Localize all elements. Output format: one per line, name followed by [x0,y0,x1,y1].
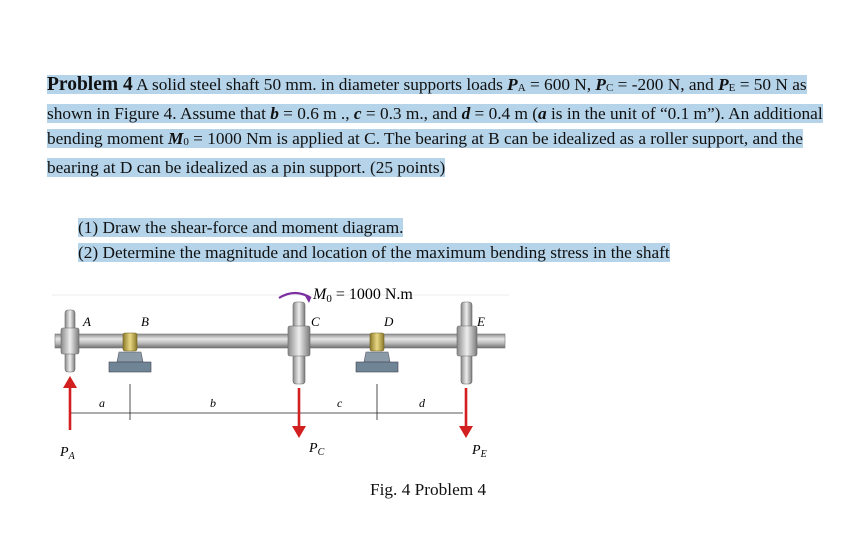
d-symbol: d [461,104,471,123]
dim-c: c [337,396,343,410]
d-eq: = 0.4 m ( [470,104,539,123]
arrowhead-pe [459,426,473,438]
question-item [78,215,798,240]
pe-eq: = 50 N as shown in Figure 4. Assume that [47,75,807,123]
moment-label: M0 = 1000 N.m [313,286,413,305]
label-b: B [141,314,149,329]
figure-caption: Fig. 4 Problem 4 [370,480,487,499]
pulley-c [288,302,310,384]
problem-text-3: is in the unit of “0.1 m”). An additional bending moment [47,104,823,148]
label-e: E [477,314,485,329]
pe-symbol: $P_E$ [718,75,736,94]
c-eq: = 0.3 m., and [361,104,462,123]
problem-text-1: A solid steel shaft 50 mm. in diameter supports loads [132,75,508,94]
pc-eq: = -200 N, [613,75,685,94]
pulley-e [457,302,477,384]
shaft [55,334,505,348]
problem-text-2: and [684,75,719,94]
question-2-text: (2) Determine the magnitude and location of the maximum bending stress in the shaft [78,243,670,262]
label-c: C [311,314,320,329]
pc-symbol: $P_C$ [595,75,614,94]
question-1-text: (1) Draw the shear-force and moment diagram. [78,218,404,237]
dim-b: b [210,396,216,410]
problem-text-4: = 1000 Nm is applied at C. The bearing at B can be idealized as a roller support, and the bearing at D can be idealized as a pin support. (25 points) [47,129,803,177]
shaft-figure [47,280,517,470]
question-item [78,240,798,265]
c-symbol: c [353,104,362,123]
b-eq: = 0.6 m ., [278,104,354,123]
pa-eq: = 600 N, [525,75,596,94]
pulley-a [61,310,79,372]
pa-symbol: $P_A$ [507,75,526,94]
a-symbol: a [538,104,547,123]
b-symbol: b [270,104,279,123]
label-a: A [83,314,91,329]
problem-heading: Problem 4 [47,74,133,95]
arrowhead-pa [63,376,77,388]
dim-d: d [419,396,425,410]
problem-statement [47,72,827,180]
question-list [78,215,798,265]
m0-symbol: $M_0$ [167,129,189,148]
label-pc: $P_C$ [309,441,325,458]
arrowhead-pc [292,426,306,438]
label-pa: $P_A$ [60,445,75,462]
dim-a: a [99,396,105,410]
label-pe: $P_E$ [472,443,487,460]
label-d: D [384,314,394,329]
